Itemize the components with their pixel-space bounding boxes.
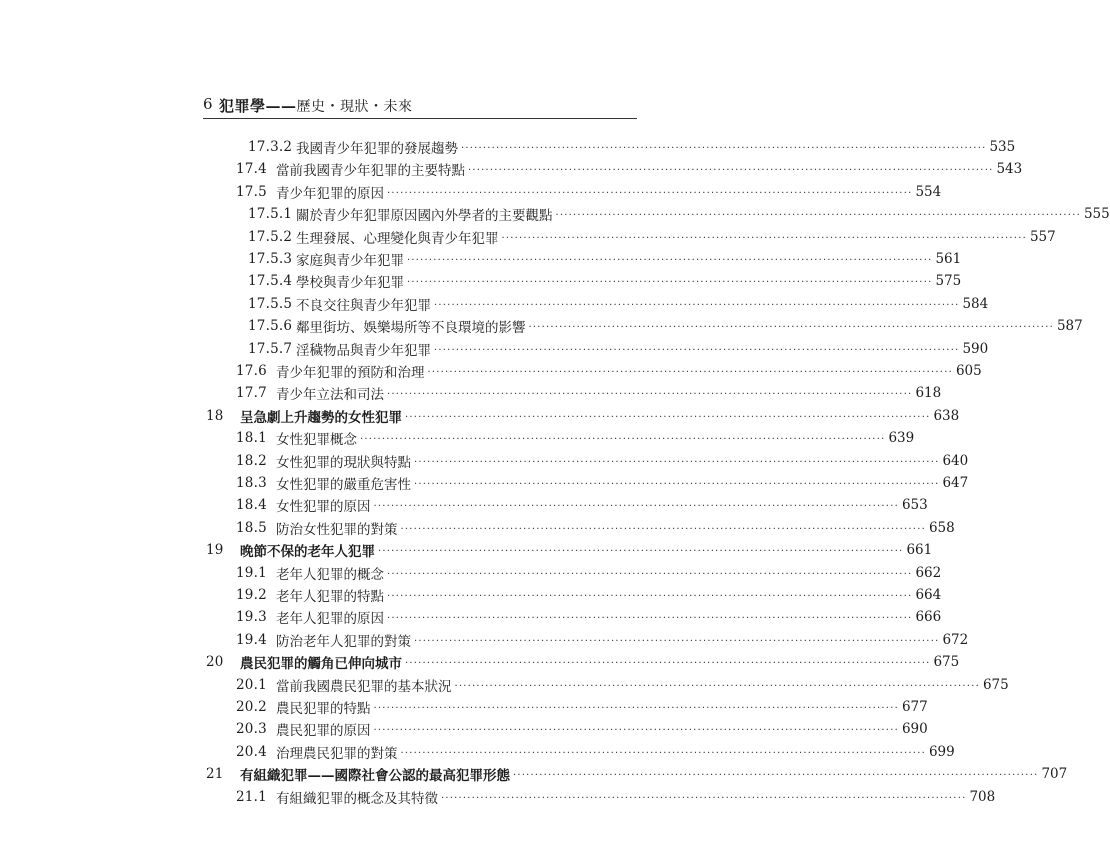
toc-entry-number: 19.1 bbox=[236, 565, 267, 581]
toc-entry-page: 672 bbox=[942, 632, 969, 648]
toc-section-entry bbox=[236, 674, 1009, 696]
toc-entry-title: 生理發展、心理變化與青少年犯罪 bbox=[296, 231, 499, 247]
toc-entry-number: 19 bbox=[206, 542, 224, 558]
toc-entry-title: 鄰里街坊、娛樂場所等不良環境的影響 bbox=[296, 320, 526, 336]
toc-entry-page: 605 bbox=[955, 363, 982, 379]
toc-entry-page: 639 bbox=[888, 430, 915, 446]
toc-entry-number: 17.5.1 bbox=[248, 206, 293, 222]
toc-entry-number: 17.3.2 bbox=[248, 139, 293, 155]
toc-entry-title: 防治女性犯罪的對策 bbox=[276, 522, 398, 538]
toc-section-entry bbox=[236, 181, 942, 203]
dot-leader: ························································································································ bbox=[387, 590, 913, 602]
toc-chapter-entry bbox=[206, 539, 933, 561]
toc-section-entry bbox=[236, 696, 928, 718]
dot-leader: ························································································································ bbox=[387, 388, 913, 400]
toc-entry-page: 664 bbox=[915, 587, 942, 603]
toc-section-entry bbox=[236, 382, 942, 404]
dot-leader: ························································································································ bbox=[387, 187, 913, 199]
dot-leader: ························································································································ bbox=[434, 344, 960, 356]
toc-entry-page: 666 bbox=[915, 609, 942, 625]
dot-leader: ························································································································ bbox=[528, 321, 1054, 333]
toc-entry-page: 557 bbox=[1029, 229, 1056, 245]
toc-entry-page: 555 bbox=[1083, 206, 1110, 222]
toc-entry-title: 青少年立法和司法 bbox=[276, 387, 384, 403]
toc-entry-page: 647 bbox=[942, 475, 969, 491]
toc-entry-page: 653 bbox=[901, 497, 928, 513]
dot-leader: ························································································································ bbox=[414, 478, 940, 490]
toc-entry-page: 690 bbox=[901, 721, 928, 737]
toc-entry-page: 561 bbox=[935, 251, 962, 267]
toc-section-entry bbox=[236, 562, 942, 584]
toc-entry-title: 當前我國青少年犯罪的主要特點 bbox=[276, 163, 465, 179]
toc-entry-number: 20 bbox=[206, 654, 224, 670]
toc-entry-number: 17.6 bbox=[236, 363, 267, 379]
toc-entry-page: 675 bbox=[982, 677, 1009, 693]
toc-section-entry bbox=[248, 338, 989, 360]
toc-entry-title: 防治老年人犯罪的對策 bbox=[276, 634, 411, 650]
toc-entry-page: 708 bbox=[969, 789, 996, 805]
toc-section-entry bbox=[236, 158, 1023, 180]
toc-entry-title: 女性犯罪的嚴重危害性 bbox=[276, 477, 411, 493]
toc-entry-number: 21 bbox=[206, 766, 224, 782]
header-book-subtitle: 歷史・現狀・未來 bbox=[296, 99, 413, 115]
toc-entry-page: 677 bbox=[901, 699, 928, 715]
dot-leader: ························································································································ bbox=[555, 209, 1081, 221]
toc-entry-title: 不良交往與青少年犯罪 bbox=[296, 298, 431, 314]
toc-entry-title: 學校與青少年犯罪 bbox=[296, 275, 404, 291]
dot-leader: ························································································································ bbox=[378, 545, 904, 557]
toc-entry-title: 農民犯罪的觸角已伸向城市 bbox=[240, 656, 402, 672]
dot-leader: ························································································································ bbox=[407, 276, 933, 288]
toc-entry-title: 老年人犯罪的原因 bbox=[276, 611, 384, 627]
toc-chapter-entry bbox=[206, 763, 1068, 785]
toc-entry-title: 當前我國農民犯罪的基本狀況 bbox=[276, 679, 452, 695]
toc-entry-title: 青少年犯罪的原因 bbox=[276, 186, 384, 202]
toc-entry-page: 618 bbox=[915, 385, 942, 401]
dot-leader: ························································································································ bbox=[407, 254, 933, 266]
toc-section-entry bbox=[236, 360, 982, 382]
toc-entry-page: 638 bbox=[933, 408, 960, 424]
toc-entry-number: 17.5.7 bbox=[248, 341, 293, 357]
toc-entry-title: 有組織犯罪的概念及其特徵 bbox=[276, 791, 438, 807]
dot-leader: ························································································································ bbox=[501, 232, 1027, 244]
dot-leader: ························································································································ bbox=[434, 299, 960, 311]
toc-section-entry bbox=[236, 472, 969, 494]
dot-leader: ························································································································ bbox=[400, 523, 926, 535]
toc-section-entry bbox=[236, 450, 969, 472]
toc-entry-number: 17.5.6 bbox=[248, 318, 293, 334]
toc-entry-number: 20.3 bbox=[236, 721, 267, 737]
toc-entry-number: 18.5 bbox=[236, 520, 267, 536]
toc-entry-title: 我國青少年犯罪的發展趨勢 bbox=[296, 141, 458, 157]
dot-leader: ························································································································ bbox=[441, 792, 967, 804]
toc-entry-number: 19.3 bbox=[236, 609, 267, 625]
toc-entry-number: 20.1 bbox=[236, 677, 267, 693]
dot-leader: ························································································································ bbox=[427, 366, 953, 378]
toc-entry-title: 老年人犯罪的概念 bbox=[276, 567, 384, 583]
dot-leader: ························································································································ bbox=[400, 747, 926, 759]
toc-entry-title: 青少年犯罪的預防和治理 bbox=[276, 365, 425, 381]
toc-entry-title: 治理農民犯罪的對策 bbox=[276, 746, 398, 762]
toc-chapter-entry bbox=[206, 405, 960, 427]
dot-leader: ························································································································ bbox=[373, 724, 899, 736]
toc-entry-page: 662 bbox=[915, 565, 942, 581]
toc-section-entry bbox=[248, 248, 962, 270]
dot-leader: ························································································································ bbox=[454, 680, 980, 692]
dot-leader: ························································································································ bbox=[373, 500, 899, 512]
toc-entry-title: 家庭與青少年犯罪 bbox=[296, 253, 404, 269]
toc-entry-title: 晚節不保的老年人犯罪 bbox=[240, 544, 375, 560]
toc-entry-number: 18.3 bbox=[236, 475, 267, 491]
toc-entry-page: 675 bbox=[933, 654, 960, 670]
toc-entry-page: 707 bbox=[1041, 766, 1068, 782]
toc-section-entry bbox=[248, 226, 1056, 248]
toc-entry-page: 543 bbox=[996, 161, 1023, 177]
header-page-number: 6 bbox=[203, 95, 214, 113]
toc-section-entry bbox=[248, 136, 1016, 158]
dot-leader: ························································································································ bbox=[360, 433, 886, 445]
toc-entry-title: 淫穢物品與青少年犯罪 bbox=[296, 343, 431, 359]
toc-entry-number: 17.5.4 bbox=[248, 273, 293, 289]
dot-leader: ························································································································ bbox=[513, 769, 1039, 781]
toc-entry-title: 呈急劇上升趨勢的女性犯罪 bbox=[240, 410, 402, 426]
toc-entry-page: 554 bbox=[915, 184, 942, 200]
toc-section-entry bbox=[236, 494, 928, 516]
dot-leader: ························································································································ bbox=[387, 612, 913, 624]
toc-entry-title: 女性犯罪的原因 bbox=[276, 499, 371, 515]
toc-entry-page: 661 bbox=[906, 542, 933, 558]
toc-section-entry bbox=[236, 629, 969, 651]
toc-entry-number: 17.5.3 bbox=[248, 251, 293, 267]
toc-entry-number: 18.4 bbox=[236, 497, 267, 513]
toc-chapter-entry bbox=[206, 651, 960, 673]
dot-leader: ························································································································ bbox=[414, 635, 940, 647]
toc-entry-title: 女性犯罪概念 bbox=[276, 432, 357, 448]
toc-section-entry bbox=[236, 427, 915, 449]
toc-entry-number: 17.4 bbox=[236, 161, 267, 177]
toc-entry-number: 20.4 bbox=[236, 744, 267, 760]
toc-entry-title: 女性犯罪的現狀與特點 bbox=[276, 455, 411, 471]
dot-leader: ························································································································ bbox=[405, 411, 931, 423]
toc-entry-page: 699 bbox=[928, 744, 955, 760]
toc-section-entry bbox=[248, 293, 989, 315]
toc-section-entry bbox=[236, 606, 942, 628]
toc-entry-page: 535 bbox=[989, 139, 1016, 155]
toc-section-entry bbox=[236, 584, 942, 606]
toc-section-entry bbox=[236, 718, 928, 740]
toc-entry-number: 19.2 bbox=[236, 587, 267, 603]
toc-entry-page: 590 bbox=[962, 341, 989, 357]
toc-section-entry bbox=[248, 203, 1110, 225]
toc-section-entry bbox=[236, 741, 955, 763]
toc-entry-number: 18.1 bbox=[236, 430, 267, 446]
dot-leader: ························································································································ bbox=[373, 702, 899, 714]
toc-entry-number: 18.2 bbox=[236, 453, 267, 469]
toc-entry-number: 17.5.2 bbox=[248, 229, 293, 245]
dot-leader: ························································································································ bbox=[414, 456, 940, 468]
toc-entry-number: 17.5.5 bbox=[248, 296, 293, 312]
header-book-title-main: 犯罪學—— bbox=[219, 97, 297, 115]
toc-entry-title: 關於青少年犯罪原因國內外學者的主要觀點 bbox=[296, 208, 553, 224]
toc-entry-number: 20.2 bbox=[236, 699, 267, 715]
dot-leader: ························································································································ bbox=[405, 657, 931, 669]
toc-entry-page: 640 bbox=[942, 453, 969, 469]
toc-entry-page: 584 bbox=[962, 296, 989, 312]
toc-entry-page: 575 bbox=[935, 273, 962, 289]
dot-leader: ························································································································ bbox=[468, 164, 994, 176]
toc-section-entry bbox=[248, 270, 962, 292]
toc-entry-number: 17.7 bbox=[236, 385, 267, 401]
toc-entry-page: 658 bbox=[928, 520, 955, 536]
toc-entry-number: 18 bbox=[206, 408, 224, 424]
toc-entry-title: 農民犯罪的原因 bbox=[276, 723, 371, 739]
toc-section-entry bbox=[248, 315, 1083, 337]
toc-entry-number: 19.4 bbox=[236, 632, 267, 648]
toc-section-entry bbox=[236, 786, 996, 808]
dot-leader: ························································································································ bbox=[461, 142, 987, 154]
toc-entry-title: 有組織犯罪——國際社會公認的最高犯罪形態 bbox=[240, 768, 510, 784]
toc-section-entry bbox=[236, 517, 955, 539]
toc-entry-number: 21.1 bbox=[236, 789, 267, 805]
toc-entry-title: 農民犯罪的特點 bbox=[276, 701, 371, 717]
dot-leader: ························································································································ bbox=[387, 568, 913, 580]
toc-entry-page: 587 bbox=[1056, 318, 1083, 334]
toc-entry-number: 17.5 bbox=[236, 184, 267, 200]
toc-entry-title: 老年人犯罪的特點 bbox=[276, 589, 384, 605]
